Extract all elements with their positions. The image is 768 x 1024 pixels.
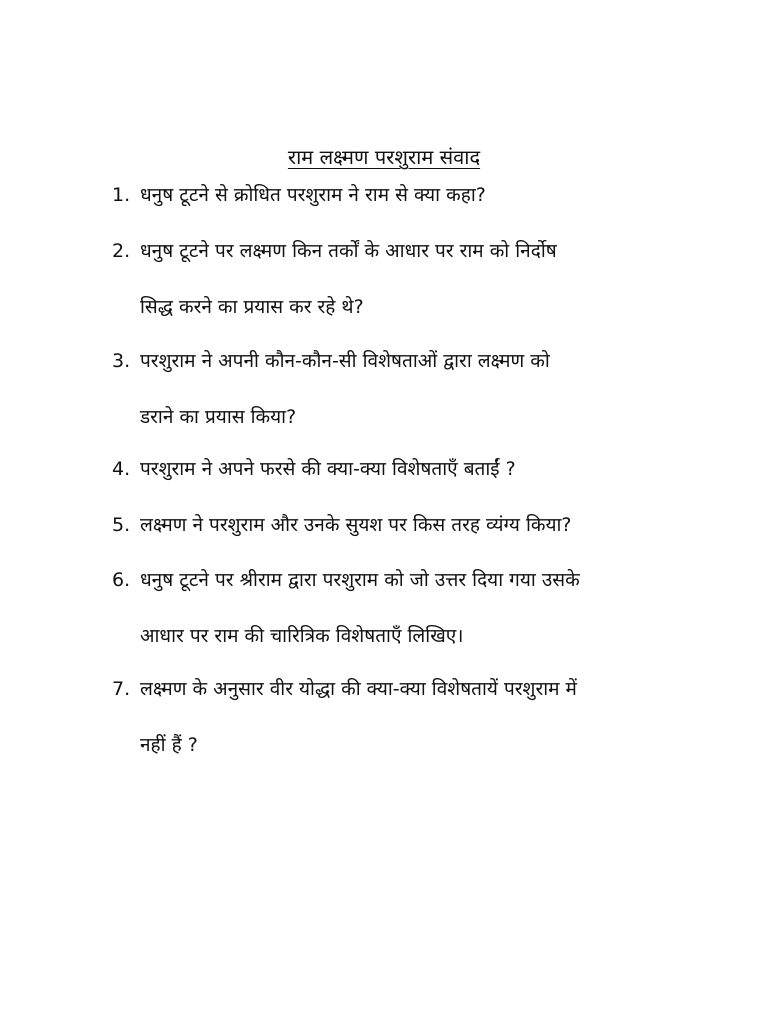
question-text: धनुष टूटने से क्रोधित परशुराम ने राम से क्या कहा?	[140, 184, 486, 206]
question-text: लक्ष्मण ने परशुराम और उनके सुयश पर किस तरह व्यंग्य किया?	[140, 514, 572, 536]
question-line	[112, 180, 692, 236]
question-line	[112, 674, 692, 730]
question-number: 2.	[112, 240, 131, 262]
question-item-4	[112, 454, 692, 510]
question-line	[112, 565, 692, 621]
question-item-5	[112, 510, 692, 566]
question-text: परशुराम ने अपनी कौन-कौन-सी विशेषताओं द्वारा लक्ष्मण को	[140, 350, 550, 372]
question-item-7	[112, 674, 692, 786]
title-text: राम लक्ष्मण परशुराम संवाद	[287, 145, 481, 169]
question-number: 3.	[112, 350, 131, 372]
question-continuation: नहीं हैं ?	[140, 734, 198, 756]
question-continuation: डराने का प्रयास किया?	[140, 406, 297, 428]
question-line	[112, 510, 692, 566]
question-text: परशुराम ने अपने फरसे की क्या-क्या विशेषताएँ बताईं ?	[140, 458, 516, 480]
question-continuation: सिद्ध करने का प्रयास कर रहे थे?	[140, 296, 364, 318]
question-item-6	[112, 565, 692, 677]
question-number: 6.	[112, 569, 131, 591]
question-text: धनुष टूटने पर लक्ष्मण किन तर्कों के आधार पर राम को निर्दोष	[140, 240, 557, 262]
question-continuation: आधार पर राम की चारित्रिक विशेषताएँ लिखिए।	[140, 625, 464, 647]
question-number: 4.	[112, 458, 131, 480]
question-item-3	[112, 346, 692, 458]
question-text: लक्ष्मण के अनुसार वीर योद्धा की क्या-क्या विशेषतायें परशुराम में	[140, 678, 577, 700]
question-item-1	[112, 180, 692, 236]
question-line	[112, 346, 692, 402]
question-line	[112, 454, 692, 510]
question-text: धनुष टूटने पर श्रीराम द्वारा परशुराम को जो उत्तर दिया गया उसके	[140, 569, 580, 591]
question-item-2	[112, 236, 692, 348]
page-title	[0, 142, 768, 172]
question-line	[112, 236, 692, 292]
question-number: 1.	[112, 184, 131, 206]
question-number: 5.	[112, 514, 131, 536]
question-number: 7.	[112, 678, 131, 700]
